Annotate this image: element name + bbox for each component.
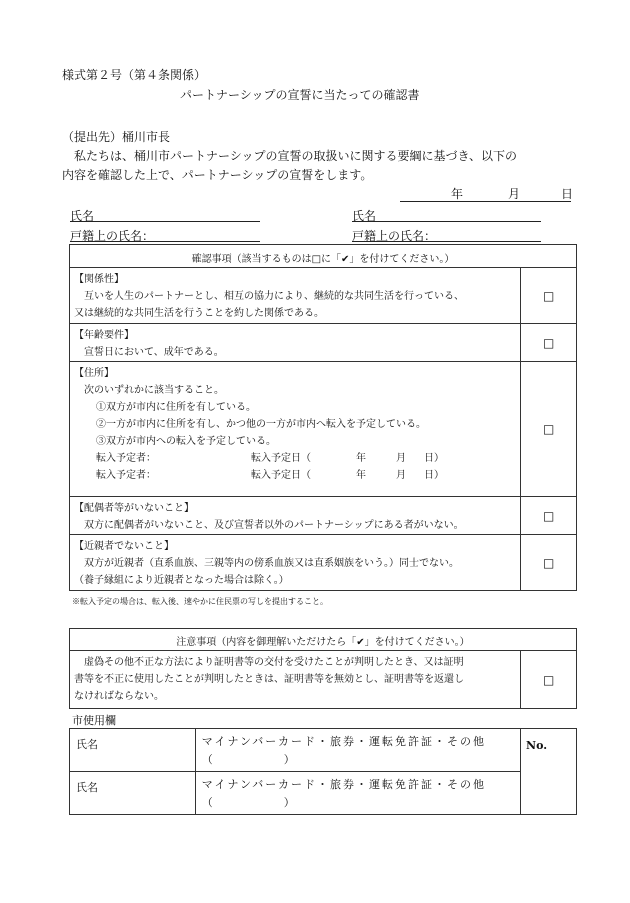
city-use-table: [69, 728, 577, 815]
id-type-cell-1: [195, 729, 520, 772]
relation-checkbox[interactable]: □: [521, 268, 577, 324]
intro-line-2: 内容を確認した上で、パートナーシップの宣誓をします。: [62, 168, 373, 182]
caution-line-3: なければならない。: [74, 691, 164, 702]
address-line-2: ①双方が市内に住所を有している。: [96, 402, 256, 413]
addressee: （提出先）桶川市長: [62, 130, 171, 144]
address-checkbox[interactable]: □: [521, 362, 577, 497]
city-name-cell-1: [70, 729, 196, 772]
date-day: 日: [561, 187, 574, 201]
relation-line-1: 互いを人生のパートナーとし、相互の協力により、継続的な共同生活を行っている、: [84, 291, 464, 302]
family-name-label-2: 戸籍上の氏名：: [352, 229, 437, 243]
relative-checkbox[interactable]: □: [521, 535, 577, 591]
spouse-checkbox[interactable]: □: [521, 497, 577, 535]
move-day-1: 日）: [424, 453, 444, 464]
move-month-1: 月: [396, 453, 406, 464]
relative-line-2: （養子縁組により近親者となった場合は除く。）: [74, 575, 289, 586]
mover-label-2: 転入予定者：: [96, 470, 156, 481]
no-label: No.: [526, 739, 548, 752]
mover-row-2: [74, 467, 516, 484]
move-year-2: 年: [356, 470, 366, 481]
age-cell: [70, 324, 521, 362]
id-types-2: マイナンバーカード・旅券・運転免許証・その他: [201, 778, 486, 791]
relative-line-1: 双方が近親者（直系血族、三親等内の傍系血族又は直系姻族をいう。）同士でない。: [84, 558, 459, 569]
caution-line-1: 虚偽その他不正な方法により証明書等の交付を受けたことが判明したとき、又は証明: [84, 657, 464, 668]
other-paren-2: [202, 794, 514, 810]
confirm-header-cell: [70, 245, 577, 268]
family-name-label-1: 戸籍上の氏名：: [70, 229, 155, 243]
city-use-label: 市使用欄: [72, 714, 116, 727]
caution-cell: [70, 651, 521, 709]
paren-close-2: ）: [283, 796, 295, 809]
paren-open-2: （: [201, 796, 213, 809]
caution-header-cell: [70, 629, 577, 651]
move-date-label-2: 転入予定日（: [251, 470, 311, 481]
caution-checkbox[interactable]: □: [521, 651, 577, 709]
city-name-label-1: 氏名: [76, 738, 98, 751]
address-cell: [70, 362, 521, 497]
mover-row-1: [74, 450, 516, 467]
caution-table: [69, 628, 577, 709]
caution-line-2: 書等を不正に使用したことが判明したときは、証明書等を無効とし、証明書等を返還し: [74, 674, 464, 685]
relative-cell: [70, 535, 521, 591]
name-label-2: 氏名: [352, 209, 377, 223]
address-line-3: ②一方が市内に住所を有し、かつ他の一方が市内へ転入を予定している。: [96, 419, 426, 430]
move-month-2: 月: [396, 470, 406, 481]
name-label-1: 氏名: [70, 209, 95, 223]
footnote: ※転入予定の場合は、転入後、速やかに住民票の写しを提出すること。: [72, 597, 328, 606]
date-month: 月: [508, 187, 521, 201]
family-name-field-2[interactable]: [352, 225, 541, 242]
move-day-2: 日）: [424, 470, 444, 481]
address-line-1: 次のいずれかに該当すること。: [84, 385, 224, 396]
confirm-header: 確認事項（該当するものは□に「✔」を付けてください。）: [191, 253, 455, 265]
address-line-4: ③双方が市内への転入を予定している。: [96, 436, 276, 447]
id-types-1: マイナンバーカード・旅券・運転免許証・その他: [201, 735, 486, 748]
name-field-2[interactable]: [352, 205, 541, 222]
id-type-cell-2: [195, 772, 520, 815]
address-title: 【住所】: [74, 368, 114, 379]
age-title: 【年齢要件】: [74, 330, 134, 341]
page-title: パートナーシップの宣誓に当たっての確認書: [180, 88, 420, 102]
spouse-title: 【配偶者等がいないこと】: [74, 503, 194, 514]
date-line[interactable]: [400, 186, 574, 202]
caution-header: 注意事項（内容を御理解いただけたら「✔」を付けてください。）: [176, 637, 470, 648]
relative-title: 【近親者でないこと】: [74, 541, 174, 552]
intro-line-1: 私たちは、桶川市パートナーシップの宣誓の取扱いに関する要綱に基づき、以下の: [74, 149, 518, 163]
paren-close-1: ）: [283, 753, 295, 766]
family-name-field-1[interactable]: [70, 225, 260, 242]
mover-label-1: 転入予定者：: [96, 453, 156, 464]
paren-open-1: （: [201, 753, 213, 766]
relation-cell: [70, 268, 521, 324]
no-cell: [521, 729, 577, 815]
move-year-1: 年: [356, 453, 366, 464]
other-paren-1: [202, 751, 514, 767]
age-checkbox[interactable]: □: [521, 324, 577, 362]
age-line-1: 宣誓日において、成年である。: [84, 347, 224, 358]
spouse-cell: [70, 497, 521, 535]
name-field-1[interactable]: [70, 205, 260, 222]
city-name-label-2: 氏名: [76, 781, 98, 794]
relation-title: 【関係性】: [74, 274, 124, 285]
confirm-table: [69, 244, 577, 591]
relation-line-2: 又は継続的な共同生活を行うことを約した関係である。: [74, 308, 324, 319]
spouse-line-1: 双方に配偶者がいないこと、及び宣誓者以外のパートナーシップにある者がいない。: [84, 520, 464, 531]
form-number: 様式第２号（第４条関係）: [62, 68, 207, 82]
date-year: 年: [451, 187, 464, 201]
city-name-cell-2: [70, 772, 196, 815]
move-date-label-1: 転入予定日（: [251, 453, 311, 464]
